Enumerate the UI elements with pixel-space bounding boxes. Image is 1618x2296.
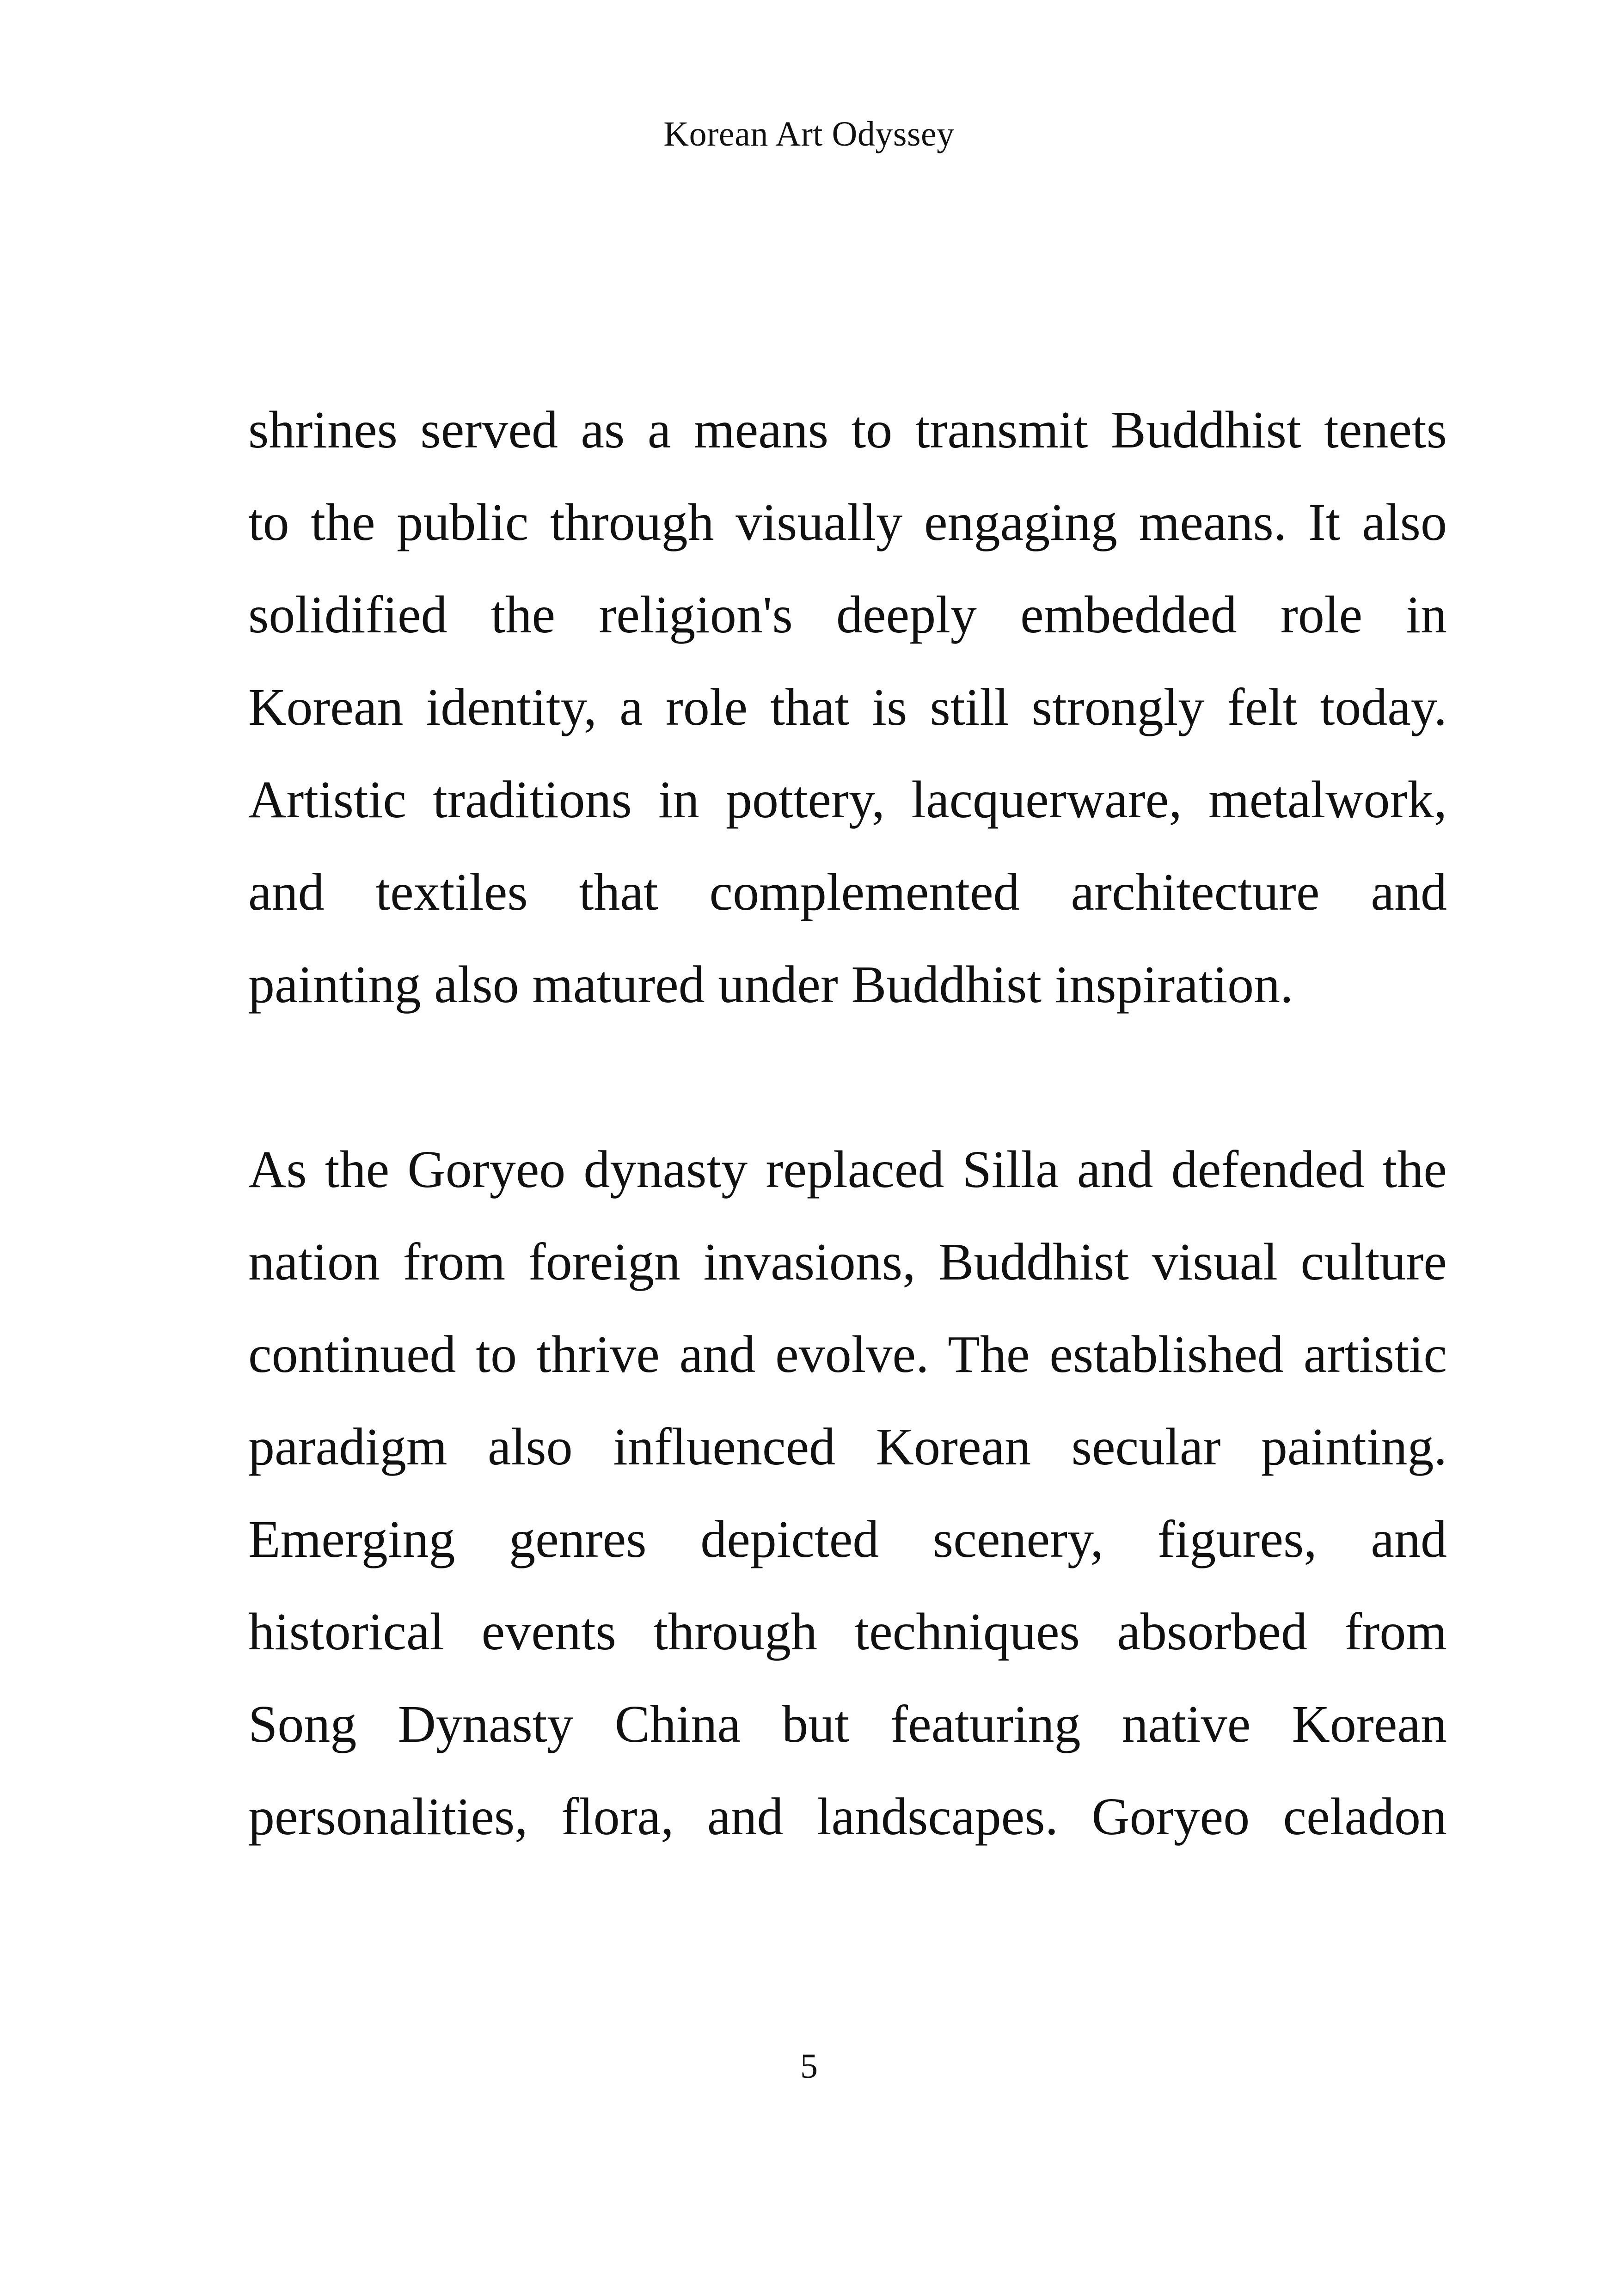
paragraph-2 — [248, 1123, 1447, 1863]
running-header-title: Korean Art Odyssey — [663, 115, 955, 153]
text-line: shrines served as a means to transmit Buddhist tenets — [248, 400, 1447, 459]
text-line: personalities, flora, and landscapes. Goryeo celadon — [248, 1787, 1447, 1846]
text-line: solidified the religion's deeply embedded role in — [248, 585, 1447, 644]
paragraph-1 — [248, 384, 1447, 1031]
body-text — [248, 384, 1447, 1863]
text-line: historical events through techniques absorbed from — [248, 1602, 1447, 1661]
text-line: paradigm also influenced Korean secular painting. — [248, 1417, 1447, 1476]
text-line: and textiles that complemented architecture and — [248, 863, 1447, 921]
text-line: nation from foreign invasions, Buddhist visual culture — [248, 1232, 1447, 1291]
text-line: Emerging genres depicted scenery, figures, and — [248, 1510, 1447, 1568]
text-line: Song Dynasty China but featuring native Korean — [248, 1695, 1447, 1753]
text-line: painting also matured under Buddhist inspiration. — [248, 955, 1293, 1014]
paragraph-spacer — [248, 1031, 1447, 1123]
text-line: Korean identity, a role that is still strongly felt today. — [248, 678, 1447, 736]
page-number: 5 — [800, 2047, 818, 2086]
text-line: to the public through visually engaging means. It also — [248, 493, 1447, 551]
text-line: Artistic traditions in pottery, lacquerware, metalwork, — [248, 770, 1447, 829]
text-line: continued to thrive and evolve. The established artistic — [248, 1325, 1447, 1384]
text-line: As the Goryeo dynasty replaced Silla and defended the — [248, 1140, 1447, 1199]
